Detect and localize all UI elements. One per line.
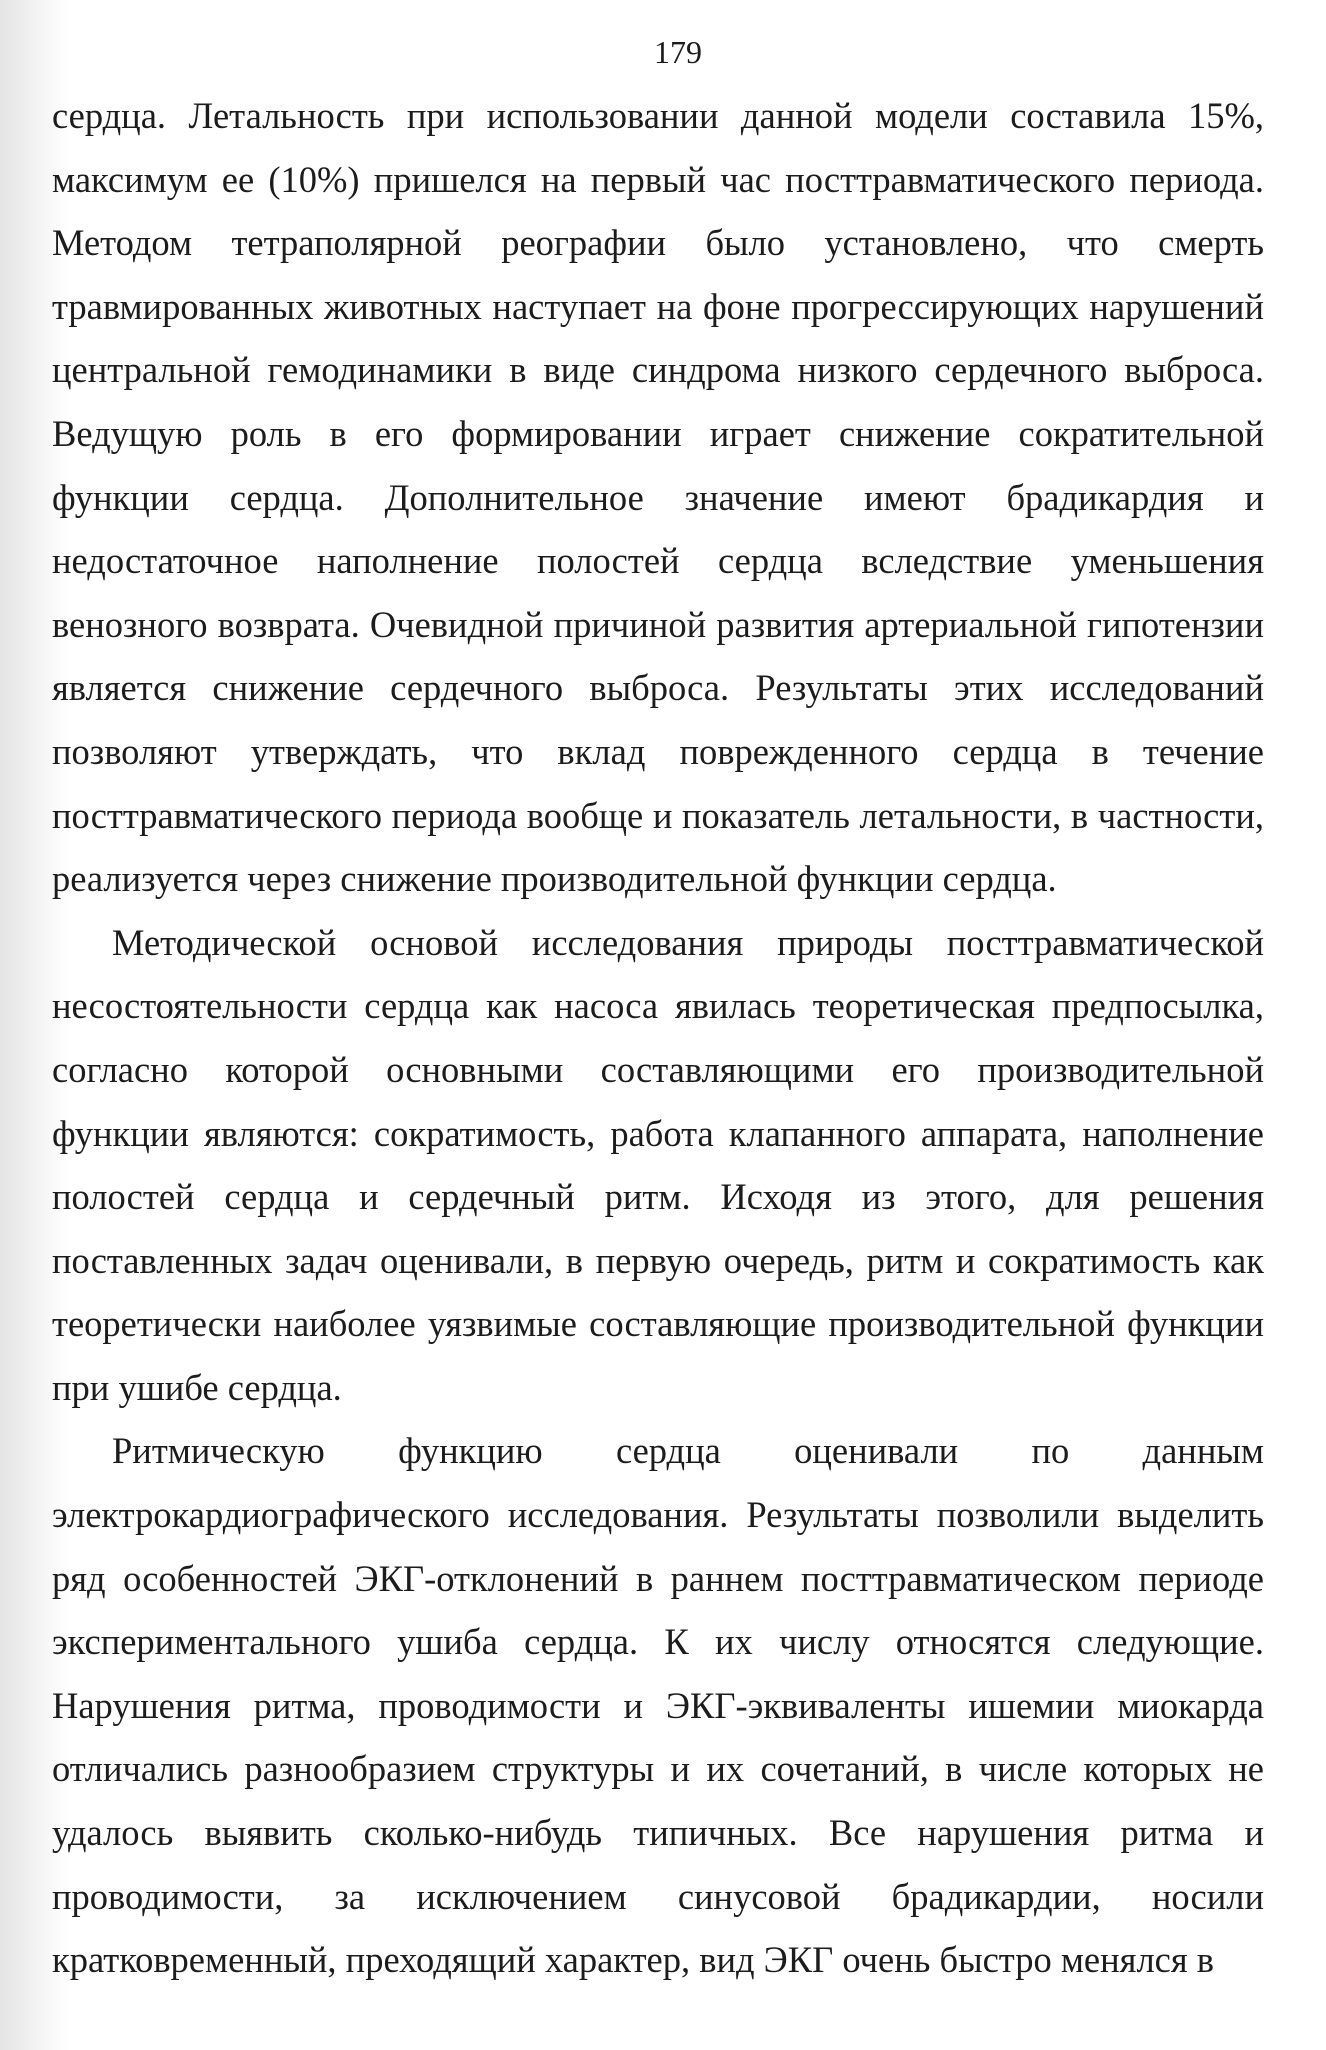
page-number: 179 [654, 34, 702, 70]
document-page [52, 20, 1264, 1992]
paragraph-1: сердца. Летальность при использовании данной модели составила 15%, максимум ее (10%) пришелся на первый час посттравматического периода. Методом тетраполярной реографии было установлено, что смерть травмированных животных наступает на фоне прогрессирующих нарушений центральной гемодинамики в виде синдрома низкого сердечного выброса. Ведущую роль в его формировании играет снижение сократительной функции сердца. Дополнительное значение имеют брадикардия и недостаточное наполнение полостей сердца вследствие уменьшения венозного возврата. Очевидной причиной развития артериальной гипотензии является снижение сердечного выброса. Результаты этих исследований позволяют утверждать, что вклад поврежденного сердца в течение посттравматического периода вообще и показатель летальности, в частности, реализуется через снижение производительной функции сердца. [52, 95, 1264, 900]
paragraph-2: Методической основой исследования природы посттравматической несостоятельности сердца как насоса явилась теоретическая предпосылка, согласно которой основными составляющими его производительной функции являются: сократимость, работа клапанного аппарата, наполнение полостей сердца и сердечный ритм. Исходя из этого, для решения поставленных задач оценивали, в первую очередь, ритм и сократимость как теоретически наиболее уязвимые составляющие производительной функции при ушибе сердца. [52, 921, 1264, 1408]
paragraph-3: Ритмическую функцию сердца оценивали по данным электрокардиографического исследования. Результаты позволили выделить ряд особенностей ЭКГ-отклонений в раннем посттравматическом периоде экспериментального ушиба сердца. К их числу относятся следующие. Нарушения ритма, проводимости и ЭКГ-эквиваленты ишемии миокарда отличались разнообразием структуры и их сочетаний, в числе которых не удалось выявить сколько-нибудь типичных. Все нарушения ритма и проводимости, за исключением синусовой брадикардии, носили кратковременный, преходящий характер, вид ЭКГ очень быстро менялся в [52, 1430, 1264, 1981]
